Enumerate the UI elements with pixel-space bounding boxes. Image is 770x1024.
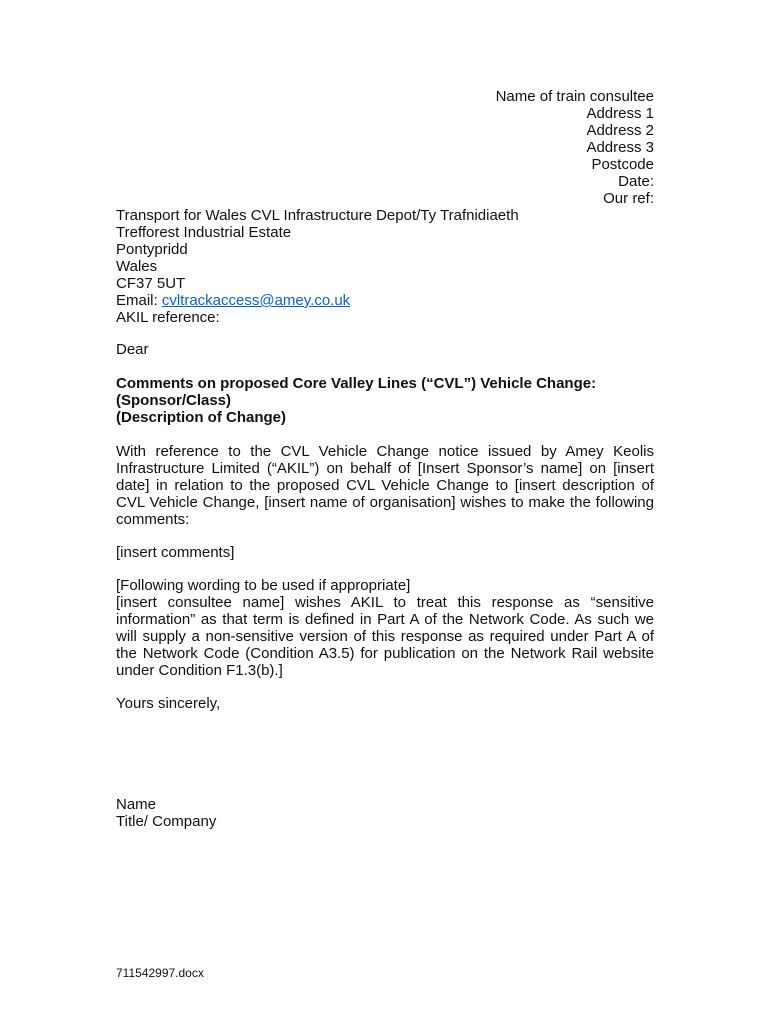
subject-heading — [116, 375, 654, 426]
subject-line-1: Comments on proposed Core Valley Lines (“CVL”) Vehicle Change: — [116, 375, 597, 392]
closing: Yours sincerely, — [116, 695, 221, 712]
consultee-address-2: Address 2 — [586, 122, 654, 139]
body-paragraph-2: [insert consultee name] wishes AKIL to treat this response as “sensitive information” as that term is defined in Part A of the Network Code. As such we will supply a non-sensitive version of this response as required under Part A of the Network Code (Condition A3.5) for publication on the Network Rail website under Condition F1.3(b).] — [116, 594, 654, 679]
salutation: Dear — [116, 341, 149, 358]
signature-title: Title/ Company — [116, 813, 217, 830]
body-paragraph-1: With reference to the CVL Vehicle Change notice issued by Amey Keolis Infrastructure Limited (“AKIL”) on behalf of [Insert Sponsor’s name] on [insert date] in relation to the proposed CVL Vehicle Change to [insert description of CVL Vehicle Change, [insert name of organisation] wishes to make the following comments: — [116, 443, 654, 528]
subject-line-2: (Sponsor/Class) — [116, 392, 232, 409]
recipient-address-block — [116, 207, 656, 326]
email-label: Email: — [116, 292, 162, 309]
signature-name: Name — [116, 796, 157, 813]
consultee-our-ref: Our ref: — [603, 190, 654, 207]
signature-block — [116, 796, 654, 830]
comments-placeholder: [insert comments] — [116, 544, 235, 561]
consultee-address-1: Address 1 — [586, 105, 654, 122]
akil-reference: AKIL reference: — [116, 309, 220, 326]
footer-filename: 711542997.docx — [116, 966, 204, 980]
subject-line-3: (Description of Change) — [116, 409, 287, 426]
consultee-postcode: Postcode — [591, 156, 654, 173]
consultee-name: Name of train consultee — [495, 88, 654, 105]
consultee-address-3: Address 3 — [586, 139, 654, 156]
recipient-line-1: Transport for Wales CVL Infrastructure Depot/Ty Trafnidiaeth — [116, 207, 519, 224]
recipient-line-4: Wales — [116, 258, 158, 275]
consultee-address-block — [254, 88, 654, 207]
consultee-date: Date: — [618, 173, 654, 190]
email-link[interactable]: cvltrackaccess@amey.co.uk — [161, 292, 351, 309]
recipient-line-5: CF37 5UT — [116, 275, 186, 292]
recipient-email-line — [116, 292, 656, 309]
recipient-line-2: Trefforest Industrial Estate — [116, 224, 292, 241]
recipient-line-3: Pontypridd — [116, 241, 188, 258]
optional-wording-heading: [Following wording to be used if appropriate] — [116, 577, 411, 594]
